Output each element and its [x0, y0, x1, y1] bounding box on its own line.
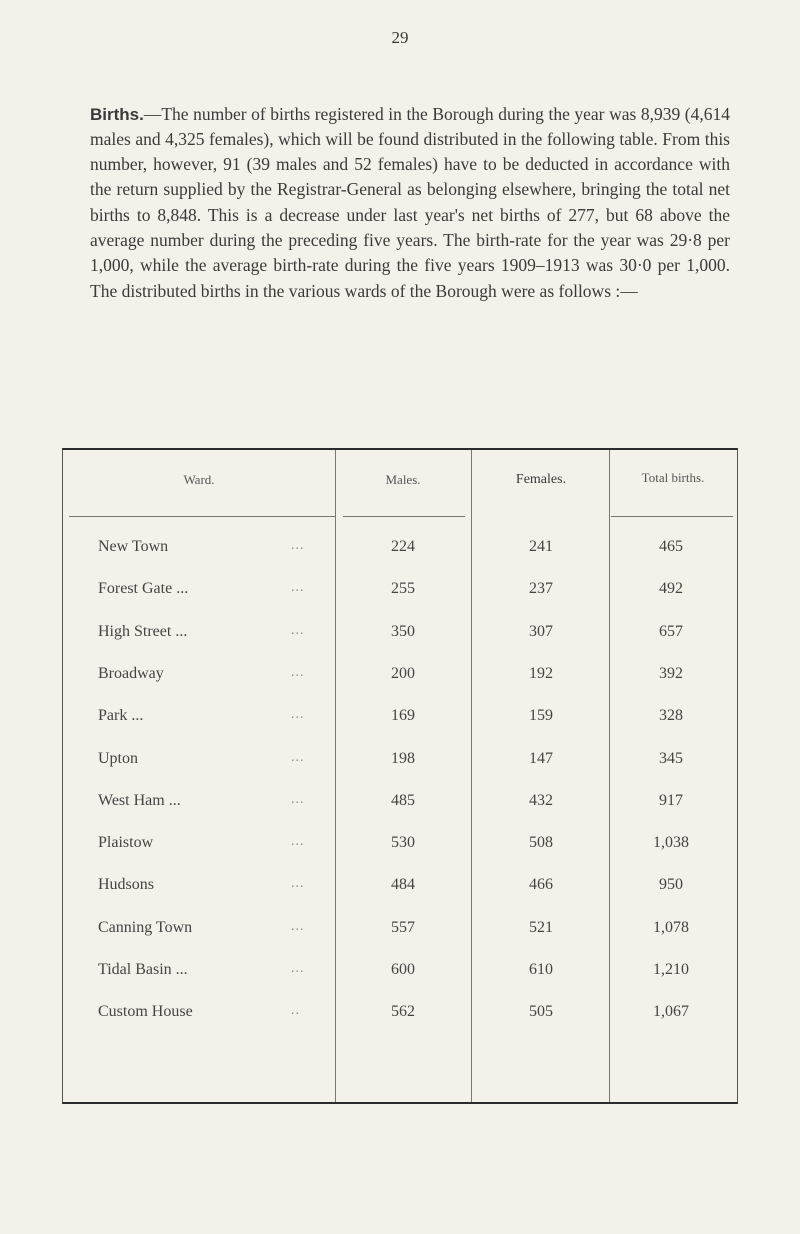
total-births-count: 1,210 — [653, 961, 689, 978]
leader-dots: ... — [291, 834, 305, 850]
births-paragraph — [90, 102, 730, 304]
leader-dots: ... — [291, 622, 305, 638]
total-births-count: 1,067 — [653, 1003, 689, 1021]
males-count: 198 — [391, 749, 415, 767]
males-count: 255 — [391, 580, 415, 598]
leader-dots: ... — [291, 749, 305, 765]
females-count: 307 — [529, 622, 553, 640]
total-births-count: 328 — [659, 707, 683, 725]
leader-dots: .. — [291, 1003, 300, 1019]
table-row — [63, 876, 739, 906]
females-count: 192 — [529, 664, 553, 682]
males-count: 562 — [391, 1003, 415, 1021]
total-births-count: 1,078 — [653, 918, 689, 936]
ward-name: New Town — [98, 538, 169, 555]
total-births-count: 465 — [659, 538, 683, 555]
males-count: 485 — [391, 791, 415, 809]
header-rule — [611, 516, 733, 517]
females-count: 237 — [529, 580, 553, 598]
total-births-count: 345 — [659, 749, 683, 767]
females-count: 505 — [529, 1003, 553, 1021]
births-by-ward-table — [62, 448, 738, 1104]
ward-name: Plaistow — [98, 834, 154, 852]
leader-dots: ... — [291, 791, 305, 807]
table-row — [63, 792, 739, 822]
header-females: Females. — [515, 472, 567, 487]
leader-dots: ... — [291, 664, 305, 680]
males-count: 350 — [391, 622, 415, 640]
table-row — [63, 707, 739, 737]
table-row — [63, 538, 739, 568]
births-heading: Births. — [90, 104, 144, 124]
leader-dots: ... — [291, 961, 305, 976]
females-count: 521 — [529, 918, 553, 936]
ward-name: High Street ... — [98, 622, 188, 640]
total-births-count: 950 — [659, 876, 683, 894]
header-total-births: Total births. — [641, 470, 705, 485]
table-row — [63, 750, 739, 780]
total-births-count: 492 — [659, 580, 683, 598]
females-count: 508 — [529, 834, 553, 852]
females-count: 466 — [529, 876, 553, 894]
males-count: 200 — [391, 664, 415, 682]
males-count: 600 — [391, 961, 415, 978]
females-count: 610 — [529, 961, 553, 978]
males-count: 530 — [391, 834, 415, 852]
table-row — [63, 623, 739, 653]
ward-name: Forest Gate ... — [98, 580, 189, 598]
males-count: 169 — [391, 707, 415, 725]
table-row — [63, 919, 739, 949]
table-row — [63, 580, 739, 610]
ward-name: Upton — [98, 749, 138, 767]
ward-name: Park ... — [98, 707, 144, 725]
total-births-count: 392 — [659, 664, 683, 682]
header-rule — [343, 516, 465, 517]
births-text: —The number of births registered in the Borough during the year was 8,939 (4,614 males and 4,325 females), which will be found distributed in the following table. From this number, however, 91 (39 males and 52 females) have to be deducted in accordance with the return supplied by the Registrar-General as belonging elsewhere, bringing the total net births to 8,848. This is a decrease under last year's net births of 277, but 68 above the average number during the preceding five years. The birth-rate for the year was 29·8 per 1,000, while the average birth-rate during the five years 1909–1913 was 30·0 per 1,000. The distributed births in the various wards of the Borough were as follows :— — [90, 103, 730, 301]
ward-name: Broadway — [98, 664, 164, 682]
header-males: Males. — [385, 472, 421, 487]
leader-dots: ... — [291, 707, 305, 723]
header-ward: Ward. — [183, 472, 215, 487]
page-number: 29 — [391, 28, 409, 47]
table-row — [63, 665, 739, 695]
females-count: 147 — [529, 749, 553, 767]
ward-name: Custom House — [98, 1003, 193, 1021]
table-row — [63, 834, 739, 864]
males-count: 557 — [391, 918, 415, 936]
table-row — [63, 961, 739, 991]
females-count: 432 — [529, 791, 553, 809]
total-births-count: 917 — [659, 791, 683, 809]
ward-name: Canning Town — [98, 918, 193, 936]
leader-dots: ... — [291, 918, 305, 934]
ward-name: Tidal Basin ... — [98, 961, 188, 978]
ward-name: West Ham ... — [98, 791, 181, 809]
table-row — [63, 1003, 739, 1033]
total-births-count: 657 — [659, 622, 683, 640]
leader-dots: ... — [291, 538, 305, 553]
ward-name: Hudsons — [98, 876, 155, 894]
females-count: 241 — [529, 538, 553, 555]
females-count: 159 — [529, 707, 553, 725]
males-count: 484 — [391, 876, 415, 894]
males-count: 224 — [391, 538, 415, 555]
leader-dots: ... — [291, 876, 305, 892]
leader-dots: ... — [291, 580, 305, 596]
total-births-count: 1,038 — [653, 834, 689, 852]
header-rule — [69, 516, 335, 517]
